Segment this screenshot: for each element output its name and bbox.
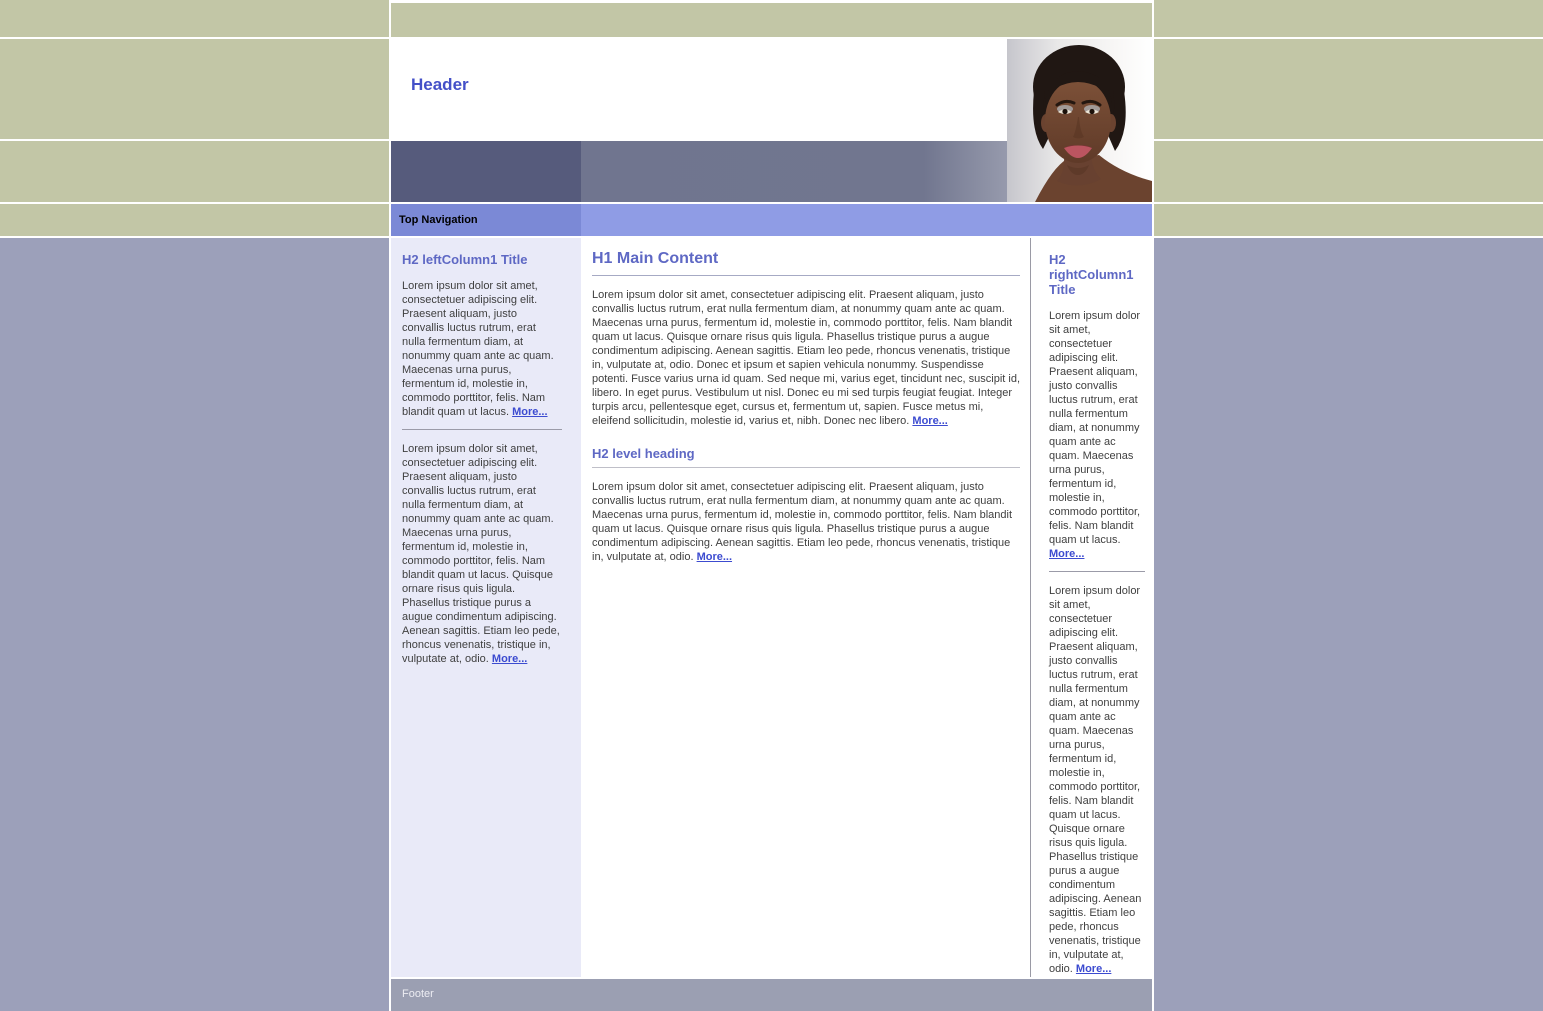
background-cell-olive: [0, 141, 389, 202]
paragraph-text: Lorem ipsum dolor sit amet, consectetuer adipiscing elit. Praesent aliquam, justo convallis luctus rutrum, erat nulla fermentum diam, at nonummy quam ante ac quam. Maecenas urna purus, fermentum id, molestie in, commodo porttitor, felis. Nam blandit quam ut lacus. Quisque ornare risus quis ligula. Phasellus tristique purus a augue condimentum adipiscing. Aenean sagittis. Etiam leo pede, rhoncus venenatis, tristique in, vulputate at, odio.: [402, 443, 560, 665]
left-column-title: H2 leftColumn1 Title: [402, 252, 528, 267]
main-content: [581, 238, 1030, 977]
footer: [391, 979, 1152, 1011]
woman-portrait-photo: [1007, 39, 1152, 202]
right-column-paragraph: [1049, 309, 1145, 561]
background-cell-olive: [391, 0, 1152, 37]
paragraph-text: Lorem ipsum dolor sit amet, consectetuer adipiscing elit. Praesent aliquam, justo convallis luctus rutrum, erat nulla fermentum diam, at nonummy quam ante ac quam. Maecenas urna purus, fermentum id, molestie in, commodo porttitor, felis. Nam blandit quam ut lacus. Quisque ornare risus quis ligula. Phasellus tristique purus a augue condimentum adipiscing. Aenean sagittis. Etiam leo pede, rhoncus venenatis, tristique in, vulputate at, odio.: [592, 481, 1013, 563]
header-title: Header: [411, 75, 469, 94]
right-column-title: H2 rightColumn1 Title: [1049, 252, 1134, 297]
main-paragraph: [592, 288, 1020, 428]
paragraph-text: Lorem ipsum dolor sit amet, consectetuer adipiscing elit. Praesent aliquam, justo convallis luctus rutrum, erat nulla fermentum diam, at nonummy quam ante ac quam. Maecenas urna purus, fermentum id, molestie in, commodo porttitor, felis. Nam blandit quam ut lacus.: [402, 280, 554, 418]
background-cell-blue: [0, 238, 389, 1011]
divider: [402, 429, 562, 430]
more-link[interactable]: More...: [512, 406, 548, 418]
paragraph-text: Lorem ipsum dolor sit amet, consectetuer adipiscing elit. Praesent aliquam, justo convallis luctus rutrum, erat nulla fermentum diam, at nonummy quam ante ac quam. Maecenas urna purus, fermentum id, molestie in, commodo porttitor, felis. Nam blandit quam ut lacus. Quisque ornare risus quis ligula. Phasellus tristique purus a augue condimentum adipiscing. Aenean sagittis. Etiam leo pede, rhoncus venenatis, tristique in, vulputate at, odio. Donec et ipsum et sapien vehicula nonummy. Suspendisse potenti. Fusce varius urna id quam. Sed neque mi, varius eget, tincidunt nec, suscipit id, libero. In eget purus. Vestibulum ut nisl. Donec eu mi sed turpis feugiat feugiat. Integer turpis arcu, pellentesque eget, cursus et, fermentum ut, sapien. Fusce metus mi, eleifend sollicitudin, molestie id, varius et, nibh. Donec nec libero.: [592, 289, 1021, 427]
right-column-paragraph: [1049, 584, 1145, 976]
divider: [1049, 571, 1145, 572]
more-link[interactable]: More...: [912, 415, 948, 427]
more-link[interactable]: More...: [1075, 963, 1112, 975]
top-navigation-label: Top Navigation: [399, 214, 478, 226]
content-area: [391, 238, 1152, 977]
main-subheading: H2 level heading: [592, 446, 1020, 468]
left-column-paragraph: [402, 442, 562, 666]
main-paragraph: [592, 480, 1020, 564]
footer-label: Footer: [402, 988, 434, 1000]
left-column-paragraph: [402, 279, 562, 419]
background-cell-olive: [1154, 204, 1543, 236]
background-cell-olive: [0, 39, 389, 139]
background-cell-olive: [1154, 0, 1543, 37]
background-cell-olive: [0, 204, 389, 236]
left-column: [391, 238, 581, 977]
background-cell-olive: [1154, 39, 1543, 139]
main-title: H1 Main Content: [592, 250, 1020, 276]
top-navigation-spacer: [581, 204, 1152, 236]
header-accent-dark-block: [391, 141, 581, 202]
top-navigation-item[interactable]: [391, 204, 581, 236]
paragraph-text: Lorem ipsum dolor sit amet, consectetuer adipiscing elit. Praesent aliquam, justo convallis luctus rutrum, erat nulla fermentum diam, at nonummy quam ante ac quam. Maecenas urna purus, fermentum id, molestie in, commodo porttitor, felis. Nam blandit quam ut lacus.: [1049, 310, 1141, 546]
more-link[interactable]: More...: [696, 551, 733, 563]
more-link[interactable]: More...: [1049, 548, 1085, 560]
paragraph-text: Lorem ipsum dolor sit amet, consectetuer adipiscing elit. Praesent aliquam, justo convallis luctus rutrum, erat nulla fermentum diam, at nonummy quam ante ac quam. Maecenas urna purus, fermentum id, molestie in, commodo porttitor, felis. Nam blandit quam ut lacus. Quisque ornare risus quis ligula. Phasellus tristique purus a augue condimentum adipiscing. Aenean sagittis. Etiam leo pede, rhoncus venenatis, tristique in, vulputate at, odio.: [1049, 585, 1142, 975]
background-cell-olive: [1154, 141, 1543, 202]
right-column: [1030, 238, 1152, 977]
background-cell-olive: [0, 0, 389, 37]
background-cell-blue: [1154, 238, 1543, 1011]
more-link[interactable]: More...: [491, 653, 528, 665]
top-navigation-bar: [391, 204, 1152, 236]
